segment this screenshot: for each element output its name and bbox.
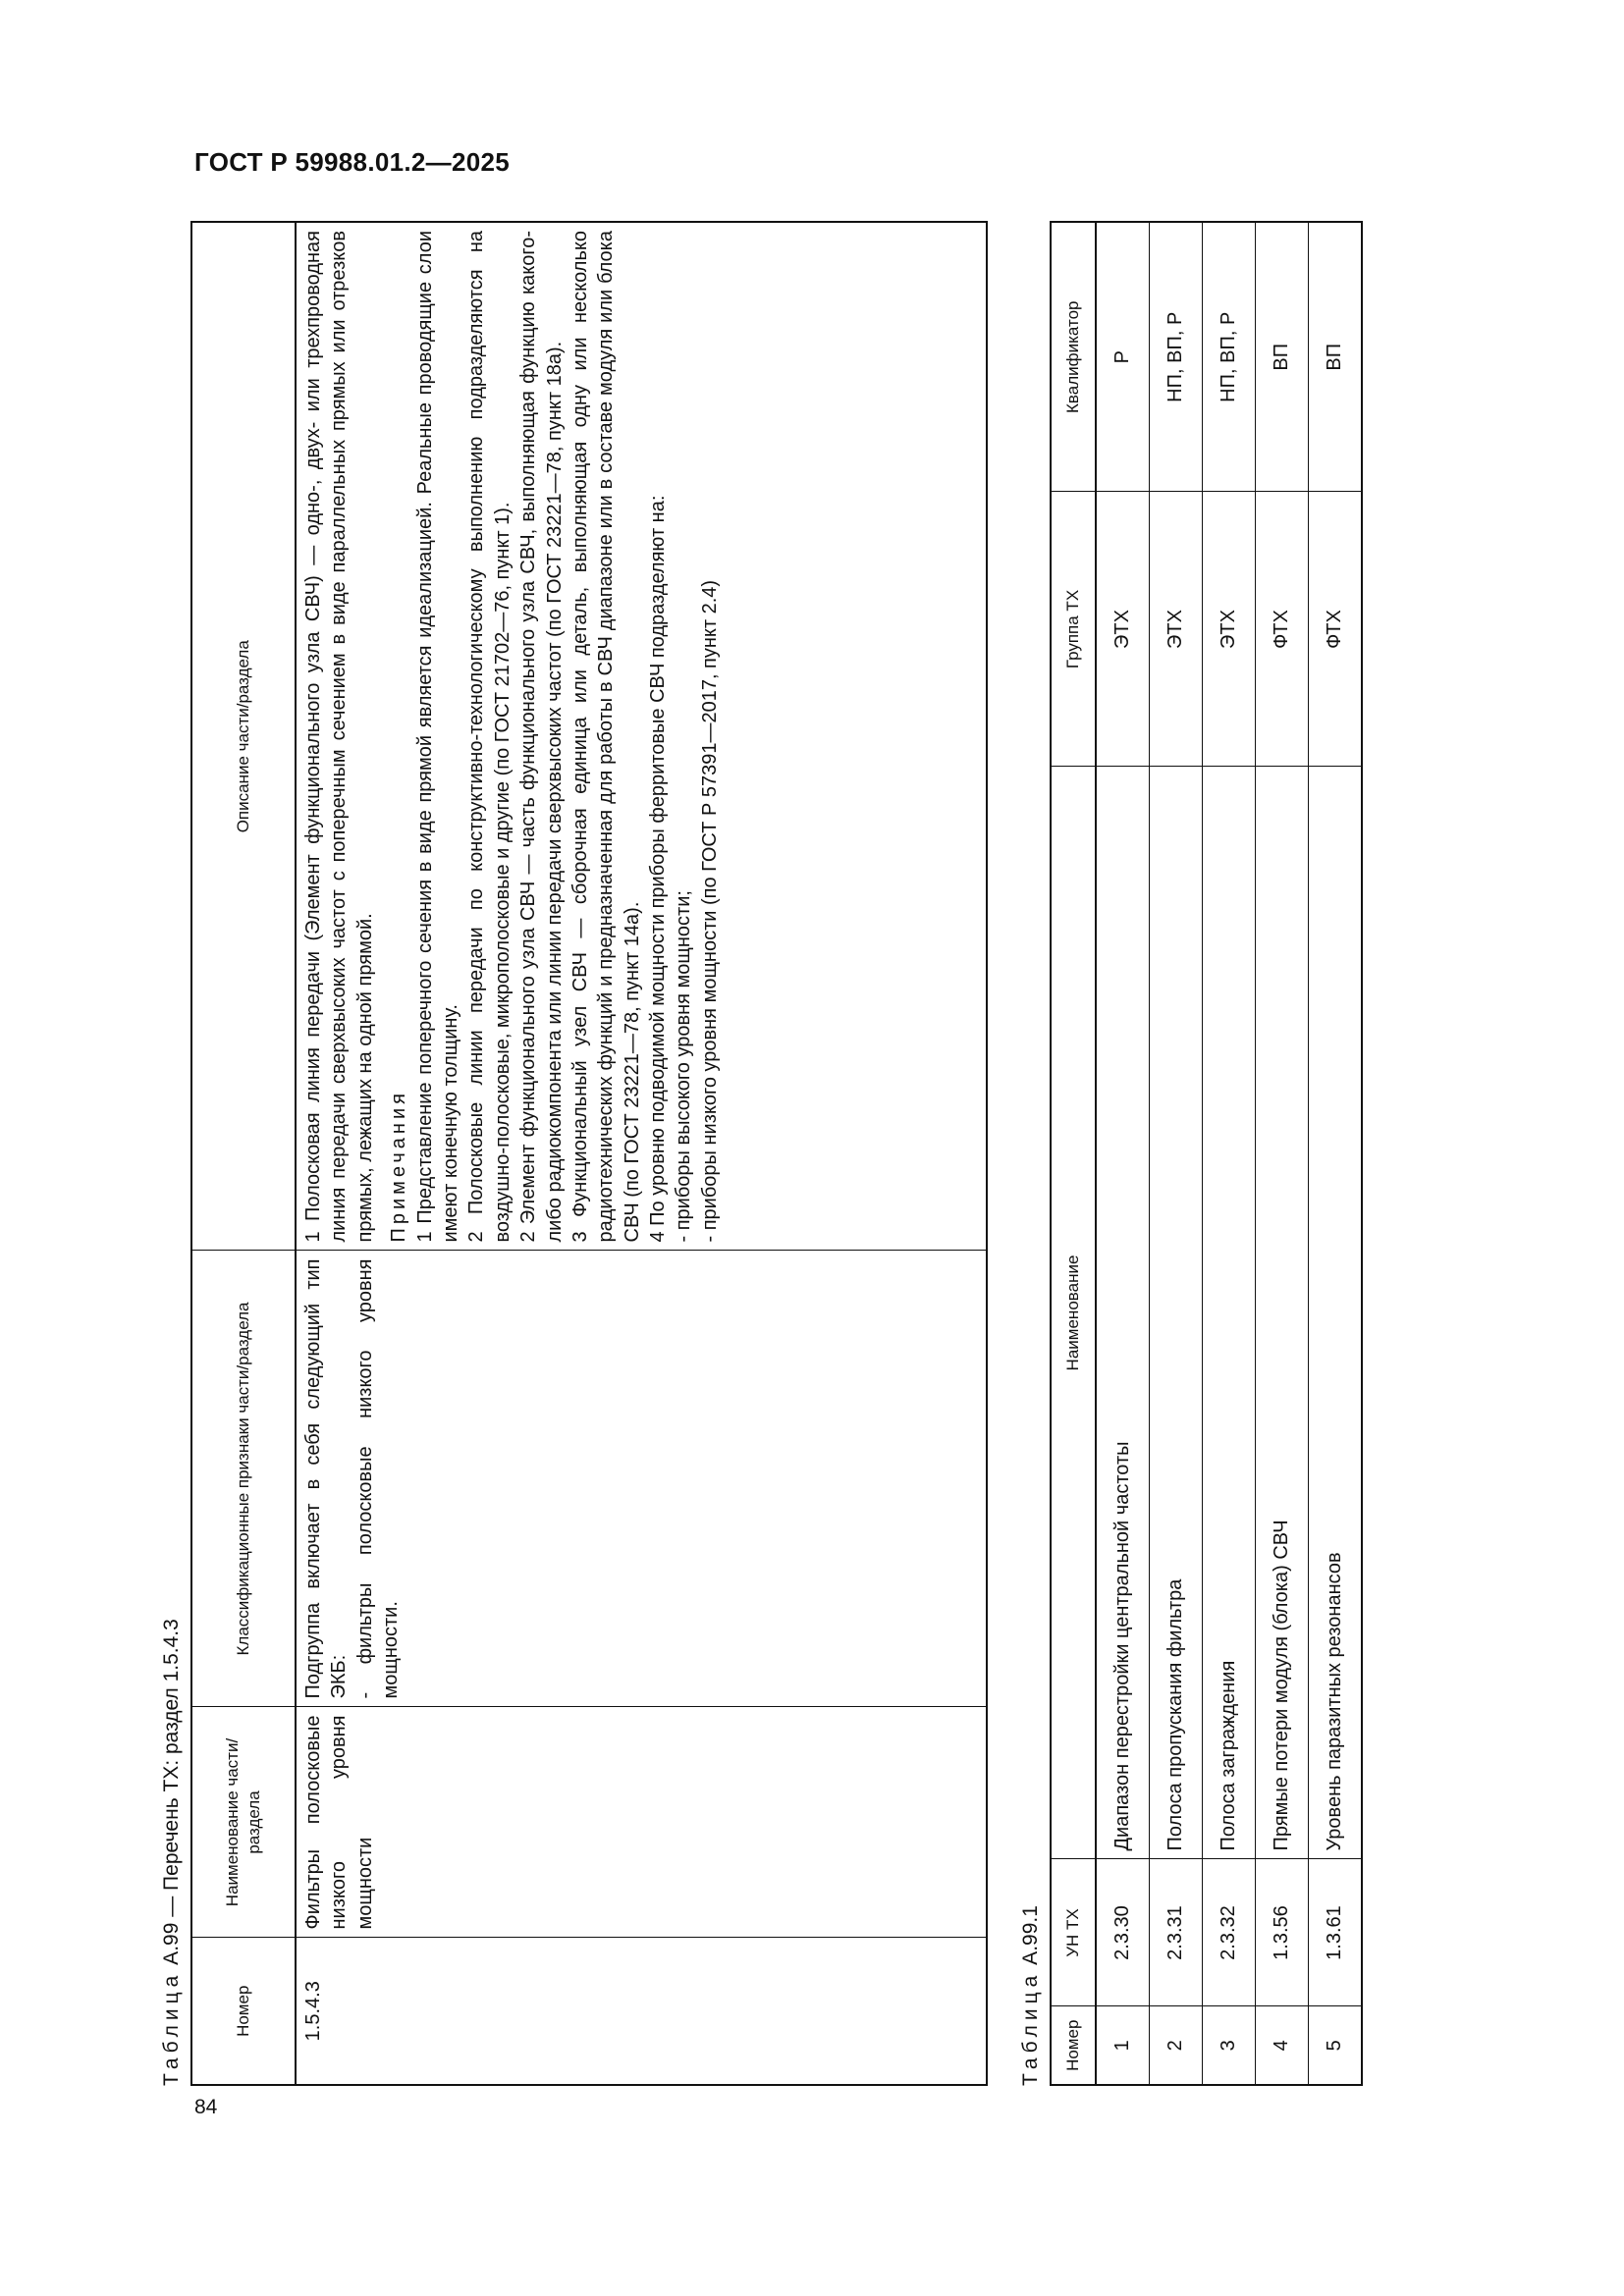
- page-number: 84: [194, 2096, 218, 2118]
- col-header-qualifier: Квалификатор: [1051, 222, 1096, 492]
- caption-prefix: Таблица: [160, 1970, 183, 2086]
- cell-qualifier: Р: [1096, 222, 1150, 492]
- col-header-number: Номер: [1051, 2006, 1096, 2085]
- description-text: 1 Полосковая линия передачи (Элемент функционального узла СВЧ) — одно-, двух- или трехпроводная линия передачи сверхвысоких частот с поперечным сечением в виде параллельных прямых или отрезков прямых, лежащих на одной прямой.: [302, 231, 376, 1243]
- col-header-name: Наименование: [1051, 767, 1096, 1859]
- cell-qualifier: ВП: [1309, 222, 1363, 492]
- cell-qualifier: НП, ВП, Р: [1203, 222, 1256, 492]
- caption-text: А.99.1: [1019, 1905, 1042, 1965]
- cell-name: Прямые потери модуля (блока) СВЧ: [1256, 767, 1309, 1859]
- cell-code: 1.3.56: [1256, 1859, 1309, 2006]
- cell-group: ФТХ: [1309, 492, 1363, 767]
- table-row: [1150, 222, 1203, 2085]
- col-header-description: Описание части/раздела: [191, 222, 296, 1251]
- cell-number: 1: [1096, 2006, 1150, 2085]
- cell-number: 3: [1203, 2006, 1256, 2085]
- table-header-row: [191, 222, 296, 2085]
- table-a99: [190, 221, 988, 2086]
- cell-qualifier: НП, ВП, Р: [1150, 222, 1203, 492]
- classification-line-1: Подгруппа включает в себя следующий тип ЭКБ:: [302, 1258, 351, 1699]
- cell-code: 1.3.61: [1309, 1859, 1363, 2006]
- cell-name: Полоса пропускания фильтра: [1150, 767, 1203, 1859]
- cell-code: 2.3.30: [1096, 1859, 1150, 2006]
- table-a99-block: [157, 221, 962, 2086]
- cell-number: 5: [1309, 2006, 1363, 2085]
- table-a99-1: [1050, 221, 1363, 2086]
- cell-group: ФТХ: [1256, 492, 1309, 767]
- col-header-group: Группа ТХ: [1051, 492, 1096, 767]
- document-title: ГОСТ Р 59988.01.2—2025: [194, 147, 510, 177]
- col-header-classification: Классификационные признаки части/раздела: [191, 1251, 296, 1707]
- table-a99-1-block: [1016, 221, 1346, 2086]
- cell-group: ЭТХ: [1096, 492, 1150, 767]
- cell-name: Фильтры полосковые низкого уровня мощности: [296, 1707, 987, 1938]
- table-a99-caption: [157, 221, 190, 2086]
- cell-number: 4: [1256, 2006, 1309, 2085]
- cell-name: Полоса заграждения: [1203, 767, 1256, 1859]
- table-a99-1-caption: [1016, 221, 1050, 2086]
- note-item: - приборы низкого уровня мощности (по ГОСТ Р 57391—2017, пункт 2.4): [698, 579, 721, 1243]
- cell-description: [296, 222, 987, 1251]
- note-item: - приборы высокого уровня мощности;: [673, 890, 695, 1243]
- cell-group: ЭТХ: [1203, 492, 1256, 767]
- cell-name: Уровень паразитных резонансов: [1309, 767, 1363, 1859]
- cell-number: 1.5.4.3: [296, 1938, 987, 2085]
- cell-code: 2.3.31: [1150, 1859, 1203, 2006]
- table-row: [1309, 222, 1363, 2085]
- classification-line-2: - фильтры полосковые низкого уровня мощности.: [353, 1258, 403, 1699]
- col-header-number: Номер: [191, 1938, 296, 2085]
- note-item: 3 Функциональный узел СВЧ — сборочная единица или деталь, выполняющая одну или несколько радиотехнических функций и предназначенная для работы в СВЧ диапазоне или в составе модуля или блока СВЧ (по ГОСТ 23221—78, пункт 14а).: [568, 231, 643, 1243]
- col-header-name: Наименование части/раздела: [191, 1707, 296, 1938]
- table-row: [1096, 222, 1150, 2085]
- table-row: [1256, 222, 1309, 2085]
- note-item: 4 По уровню подводимой мощности приборы ферритовые СВЧ подразделяют на:: [647, 495, 670, 1243]
- notes-title: Примечания: [388, 1090, 410, 1243]
- table-row: [296, 222, 987, 2085]
- table-header-row: [1051, 222, 1096, 2085]
- col-header-code: УН ТХ: [1051, 1859, 1096, 2006]
- cell-number: 2: [1150, 2006, 1203, 2085]
- cell-code: 2.3.32: [1203, 1859, 1256, 2006]
- cell-group: ЭТХ: [1150, 492, 1203, 767]
- note-item: 1 Представление поперечного сечения в виде прямой является идеализацией. Реальные проводящие слои имеют конечную толщину.: [413, 231, 461, 1243]
- note-item: 2 Элемент функционального узла СВЧ — часть функционального узла СВЧ, выполняющая функцию какого-либо радиокомпонента или линии передачи сверхвысоких частот (по ГОСТ 23221—78, пункт 18а).: [517, 231, 566, 1243]
- caption-prefix: Таблица: [1019, 1970, 1042, 2086]
- cell-classification: [296, 1251, 987, 1707]
- caption-text: А.99 — Перечень ТХ: раздел 1.5.4.3: [160, 1619, 183, 1965]
- note-item: 2 Полосковые линии передачи по конструктивно-технологическому выполнению подразделяются на воздушно-полосковые, микрополосковые и другие (по ГОСТ 21702—76, пункт 1).: [465, 231, 514, 1243]
- table-row: [1203, 222, 1256, 2085]
- cell-name: Диапазон перестройки центральной частоты: [1096, 767, 1150, 1859]
- cell-qualifier: ВП: [1256, 222, 1309, 492]
